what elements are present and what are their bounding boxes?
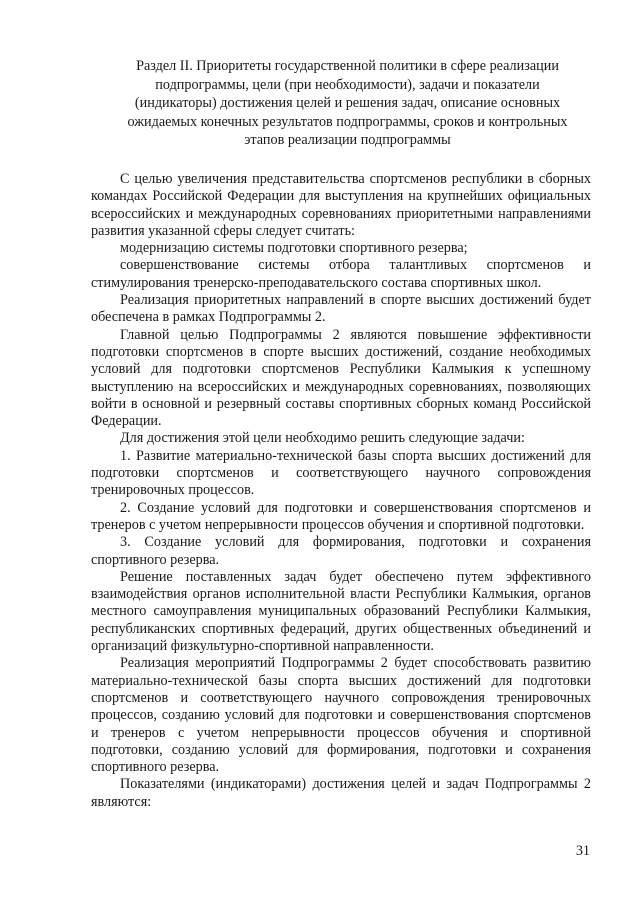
paragraph-priority-2: совершенствование системы отбора талантливых спортсменов и стимулирования тренерско-преподавательского состава спортивных школ.	[91, 257, 591, 291]
paragraph-measures: Реализация мероприятий Подпрограммы 2 будет способствовать развитию материально-технической базы спорта высших достижений для подготовки спортсменов и соответствующего научного сопровождения тренировочных процессов, созданию условий для подготовки и совершенствования спортсменов и тренеров с учетом непрерывности процессов обучения и спортивной подготовки, созданию условий для формирования, подготовки и сохранения спортивного резерва.	[91, 655, 591, 776]
paragraph-intro: С целью увеличения представительства спортсменов республики в сборных командах Российской Федерации для выступления на крупнейших официальных всероссийских и международных соревнованиях приоритетными направлениями развития указанной сферы следует считать:	[91, 171, 591, 239]
paragraph-task-3: 3. Создание условий для формирования, подготовки и сохранения спортивного резерва.	[91, 534, 591, 568]
paragraph-tasks-intro: Для достижения этой цели необходимо решить следующие задачи:	[120, 430, 525, 447]
paragraph-solution: Решение поставленных задач будет обеспечено путем эффективного взаимодействия органов исполнительной власти Республики Калмыкия, органов местного самоуправления муниципальных образований Республики Калмыкия, республиканских спортивных федераций, других общественных объединений и организаций физкультурно-спортивной направленности.	[91, 568, 591, 655]
document-body	[91, 171, 591, 811]
paragraph-priority-1: модернизацию системы подготовки спортивного резерва;	[120, 240, 468, 257]
page-number: 31	[575, 843, 590, 859]
paragraph-main-goal: Главной целью Подпрограммы 2 являются повышение эффективности подготовки спортсменов в спорте высших достижений, создание необходимых условий для подготовки спортсменов Республики Калмыкия к успешному выступлению на всероссийских и международных соревнованиях, позволяющих войти в основной и резервный составы спортивных сборных команд Российской Федерации.	[91, 326, 591, 430]
paragraph-implementation: Реализация приоритетных направлений в спорте высших достижений будет обеспечена в рамках Подпрограммы 2.	[91, 292, 591, 326]
paragraph-indicators: Показателями (индикаторами) достижения целей и задач Подпрограммы 2 являются:	[91, 776, 591, 810]
paragraph-task-1: 1. Развитие материально-технической базы спорта высших достижений для подготовки спортсменов и соответствующего научного сопровождения тренировочных процессов.	[91, 447, 591, 499]
section-heading: Раздел II. Приоритеты государственной политики в сфере реализации подпрограммы, цели (при необходимости), задачи и показатели (индикаторы) достижения целей и решения задач, описание основных ожидаемых конечных результатов подпрограммы, сроков и контрольных этапов реализации подпрограммы	[127, 58, 568, 149]
paragraph-task-2: 2. Создание условий для подготовки и совершенствования спортсменов и тренеров с учетом непрерывности процессов обучения и спортивной подготовки.	[91, 499, 591, 533]
